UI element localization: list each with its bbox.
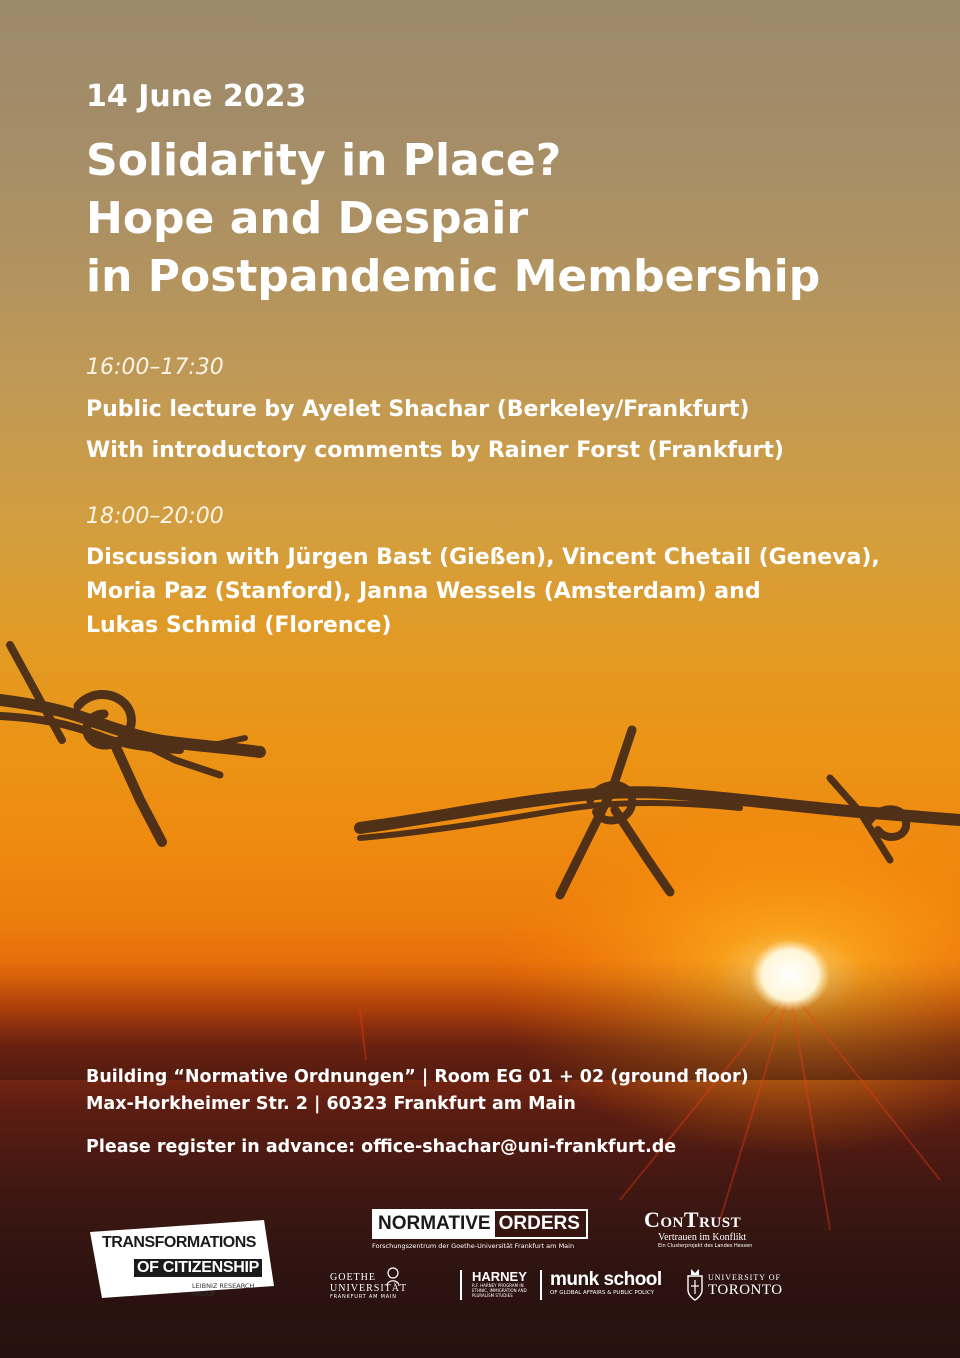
registration-note: Please register in advance: office-shachar@uni-frankfurt.de xyxy=(86,1137,677,1157)
contrust-name: ConTrust xyxy=(644,1207,742,1232)
contrust-note: Ein Clusterprojekt des Landes Hessen xyxy=(658,1243,753,1249)
event-date: 14 June 2023 xyxy=(86,79,307,114)
contrust-subtitle: Vertrauen im Konflikt xyxy=(658,1232,747,1243)
logo-line-1: TRANSFORMATIONS xyxy=(102,1234,256,1251)
session-2-line: Discussion with Jürgen Bast (Gießen), Vincent Chetail (Geneva), xyxy=(86,545,880,570)
transformations-of-citizenship-logo xyxy=(88,1216,278,1298)
goethe-portrait-icon xyxy=(385,1267,401,1287)
toronto-line-1: UNIVERSITY OF xyxy=(708,1273,781,1282)
title-line: in Postpandemic Membership xyxy=(86,251,821,302)
toronto-line-2: TORONTO xyxy=(708,1282,783,1298)
harney-name: HARNEY xyxy=(472,1269,527,1284)
session-1-lecture: Public lecture by Ayelet Shachar (Berkeley/Frankfurt) xyxy=(86,397,750,422)
session-1-time: 16:00–17:30 xyxy=(86,355,224,380)
event-title xyxy=(86,132,820,306)
normative-orders-logo xyxy=(372,1209,588,1250)
goethe-line-1: GOETHE xyxy=(330,1272,376,1283)
contrust-logo xyxy=(644,1208,759,1249)
harney-sub-3: PLURALISM STUDIES xyxy=(472,1293,513,1298)
harney-program-logo xyxy=(460,1270,552,1300)
normative-orders-subtitle: Forschungszentrum der Goethe-Universität Frankfurt am Main xyxy=(372,1242,575,1250)
title-line: Hope and Despair xyxy=(86,193,529,244)
session-1-comments: With introductory comments by Rainer Forst (Frankfurt) xyxy=(86,438,784,463)
munk-name: munk school xyxy=(550,1269,662,1290)
title-line: Solidarity in Place? xyxy=(86,135,562,186)
normative-label: NORMATIVE xyxy=(374,1211,495,1237)
session-2-line: Moria Paz (Stanford), Janna Wessels (Amsterdam) and xyxy=(86,579,761,604)
university-of-toronto-logo xyxy=(686,1266,796,1302)
session-2-time: 18:00–20:00 xyxy=(86,504,224,529)
goethe-line-2: UNIVERSITÄT xyxy=(330,1283,408,1294)
munk-school-logo xyxy=(540,1270,676,1300)
logo-line-2: OF CITIZENSHIP xyxy=(134,1259,262,1277)
normative-orders-wordmark xyxy=(372,1209,588,1239)
venue-address: Max-Horkheimer Str. 2 | 60323 Frankfurt am Main xyxy=(86,1094,576,1114)
goethe-line-3: FRANKFURT AM MAIN xyxy=(330,1294,397,1300)
munk-subtitle: OF GLOBAL AFFAIRS & PUBLIC POLICY xyxy=(550,1290,654,1296)
session-2-line: Lukas Schmid (Florence) xyxy=(86,613,392,638)
toronto-crest-icon xyxy=(686,1266,704,1302)
harney-sub-1: R.F. HARNEY PROGRAM IN xyxy=(472,1283,524,1288)
goethe-university-logo xyxy=(330,1272,410,1300)
orders-label: ORDERS xyxy=(498,1213,580,1234)
logo-subtitle: LEIBNIZ RESEARCH GROUP xyxy=(192,1282,255,1298)
venue-building: Building “Normative Ordnungen” | Room EG 01 + 02 (ground floor) xyxy=(86,1067,749,1087)
harney-sub-2: ETHNIC, IMMIGRATION AND xyxy=(472,1288,527,1293)
